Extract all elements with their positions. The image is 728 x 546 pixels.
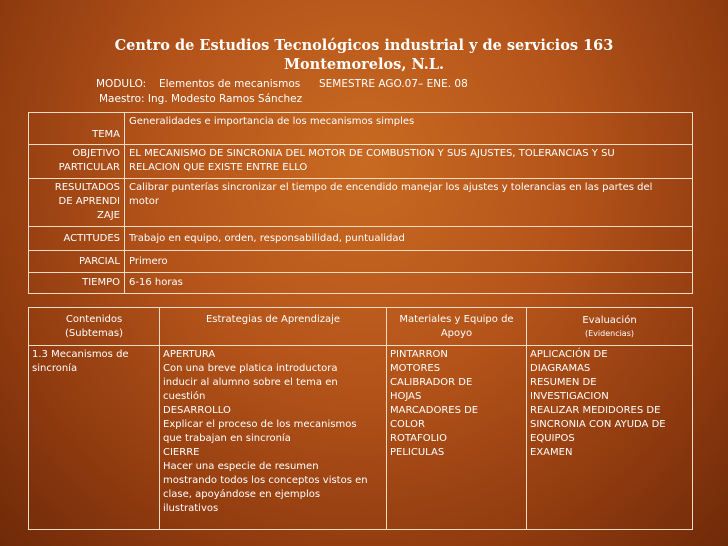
objetivo-value-line1: EL MECANISMO DE SINCRONIA DEL MOTOR DE COMBUSTION Y SUS AJUSTES, TOLERANCIAS Y SU <box>129 148 615 159</box>
materiales-line: PELICULAS <box>390 447 445 458</box>
header-contenidos-line1: Contenidos <box>65 313 123 325</box>
resultados-label-line2: DE APRENDI <box>58 196 120 207</box>
resultados-label <box>29 179 125 227</box>
parcial-label: PARCIAL <box>29 251 125 273</box>
evaluacion-line: INVESTIGACION <box>530 391 609 402</box>
estrategias-line: inducir al alumno sobre el tema en <box>163 377 338 388</box>
tiempo-label: TIEMPO <box>29 273 125 294</box>
objetivo-label <box>29 145 125 179</box>
estrategias-line: CIERRE <box>163 447 200 458</box>
modulo-value: Elementos de mecanismos <box>159 78 301 90</box>
header-contenidos-line2: (Subtemas) <box>65 327 123 339</box>
header-materiales <box>387 308 527 346</box>
materiales-line: HOJAS <box>390 391 422 402</box>
materiales-cell <box>387 346 527 530</box>
resultados-value-line2: motor <box>129 196 160 207</box>
tiempo-value: 6-16 horas <box>125 273 693 294</box>
contenidos-line: sincronía <box>32 363 78 374</box>
row-parcial <box>29 251 693 273</box>
tema-label: TEMA <box>29 113 125 145</box>
evaluacion-line: REALIZAR MEDIDORES DE <box>530 405 661 416</box>
header-materiales-line2: Apoyo <box>440 327 473 339</box>
evaluacion-line: DIAGRAMAS <box>530 363 591 374</box>
estrategias-line: ilustrativos <box>163 503 219 514</box>
plan-body-row <box>29 346 693 530</box>
estrategias-line: DESARROLLO <box>163 405 231 416</box>
header-estrategias: Estrategias de Aprendizaje <box>160 308 387 346</box>
estrategias-line: que trabajan en sincronía <box>163 433 291 444</box>
row-tema <box>29 113 693 145</box>
title-line-2: Montemorelos, N.L. <box>283 56 445 73</box>
estrategias-line: APERTURA <box>163 349 216 360</box>
objetivo-value <box>125 145 693 179</box>
actitudes-value: Trabajo en equipo, orden, responsabilidad, puntualidad <box>125 227 693 251</box>
estrategias-line: clase, apoyándose en ejemplos <box>163 489 321 500</box>
title-line-1: Centro de Estudios Tecnológicos industrial y de servicios 163 <box>114 37 614 54</box>
header-materiales-line1: Materiales y Equipo de <box>399 313 514 325</box>
estrategias-line: cuestión <box>163 391 206 402</box>
resultados-value <box>125 179 693 227</box>
estrategias-line: Con una breve platica introductora <box>163 363 338 374</box>
modulo-label: MODULO: <box>96 78 147 90</box>
plan-table <box>28 307 693 530</box>
materiales-line: MOTORES <box>390 363 441 374</box>
evaluacion-cell <box>527 346 693 530</box>
evaluacion-line: RESUMEN DE <box>530 377 597 388</box>
materiales-line: MARCADORES DE <box>390 405 479 416</box>
estrategias-line: mostrando todos los conceptos vistos en <box>163 475 368 486</box>
estrategias-cell <box>160 346 387 530</box>
materiales-line: ROTAFOLIO <box>390 433 448 444</box>
resultados-label-line3: ZAJE <box>97 210 120 221</box>
row-resultados <box>29 179 693 227</box>
maestro: Maestro: Ing. Modesto Ramos Sánchez <box>99 93 303 105</box>
info-table <box>28 112 693 294</box>
estrategias-line: Explicar el proceso de los mecanismos <box>163 419 357 430</box>
evaluacion-line: EXAMEN <box>530 447 573 458</box>
plan-header-row <box>29 308 693 346</box>
materiales-line: PINTARRON <box>390 349 448 360</box>
header-evaluacion-label: Evaluación <box>582 314 637 326</box>
header-evaluacion-sub: (Evidencias) <box>584 328 634 338</box>
row-objetivo <box>29 145 693 179</box>
resultados-value-line1: Calibrar punterías sincronizar el tiempo de encendido manejar los ajustes y tolerancias en las partes del <box>129 182 653 193</box>
objetivo-label-line2: PARTICULAR <box>58 162 120 173</box>
resultados-label-line1: RESULTADOS <box>54 182 120 193</box>
parcial-value: Primero <box>125 251 693 273</box>
header-evaluacion <box>527 308 693 346</box>
row-actitudes <box>29 227 693 251</box>
estrategias-line: Hacer una especie de resumen <box>163 461 319 472</box>
tema-value: Generalidades e importancia de los mecanismos simples <box>125 113 693 145</box>
objetivo-value-line2: RELACION QUE EXISTE ENTRE ELLO <box>129 162 308 173</box>
contenidos-cell <box>29 346 160 530</box>
materiales-line: CALIBRADOR DE <box>390 377 473 388</box>
materiales-line: COLOR <box>390 419 425 430</box>
evaluacion-line: EQUIPOS <box>530 433 575 444</box>
evaluacion-line: SINCRONIA CON AYUDA DE <box>530 419 666 430</box>
actitudes-label: ACTITUDES <box>29 227 125 251</box>
semestre: SEMESTRE AGO.07– ENE. 08 <box>319 78 468 90</box>
row-tiempo <box>29 273 693 294</box>
objetivo-label-line1: OBJETIVO <box>72 148 120 159</box>
header-contenidos <box>29 308 160 346</box>
contenidos-line: 1.3 Mecanismos de <box>32 349 129 360</box>
evaluacion-line: APLICACIÓN DE <box>530 349 608 360</box>
